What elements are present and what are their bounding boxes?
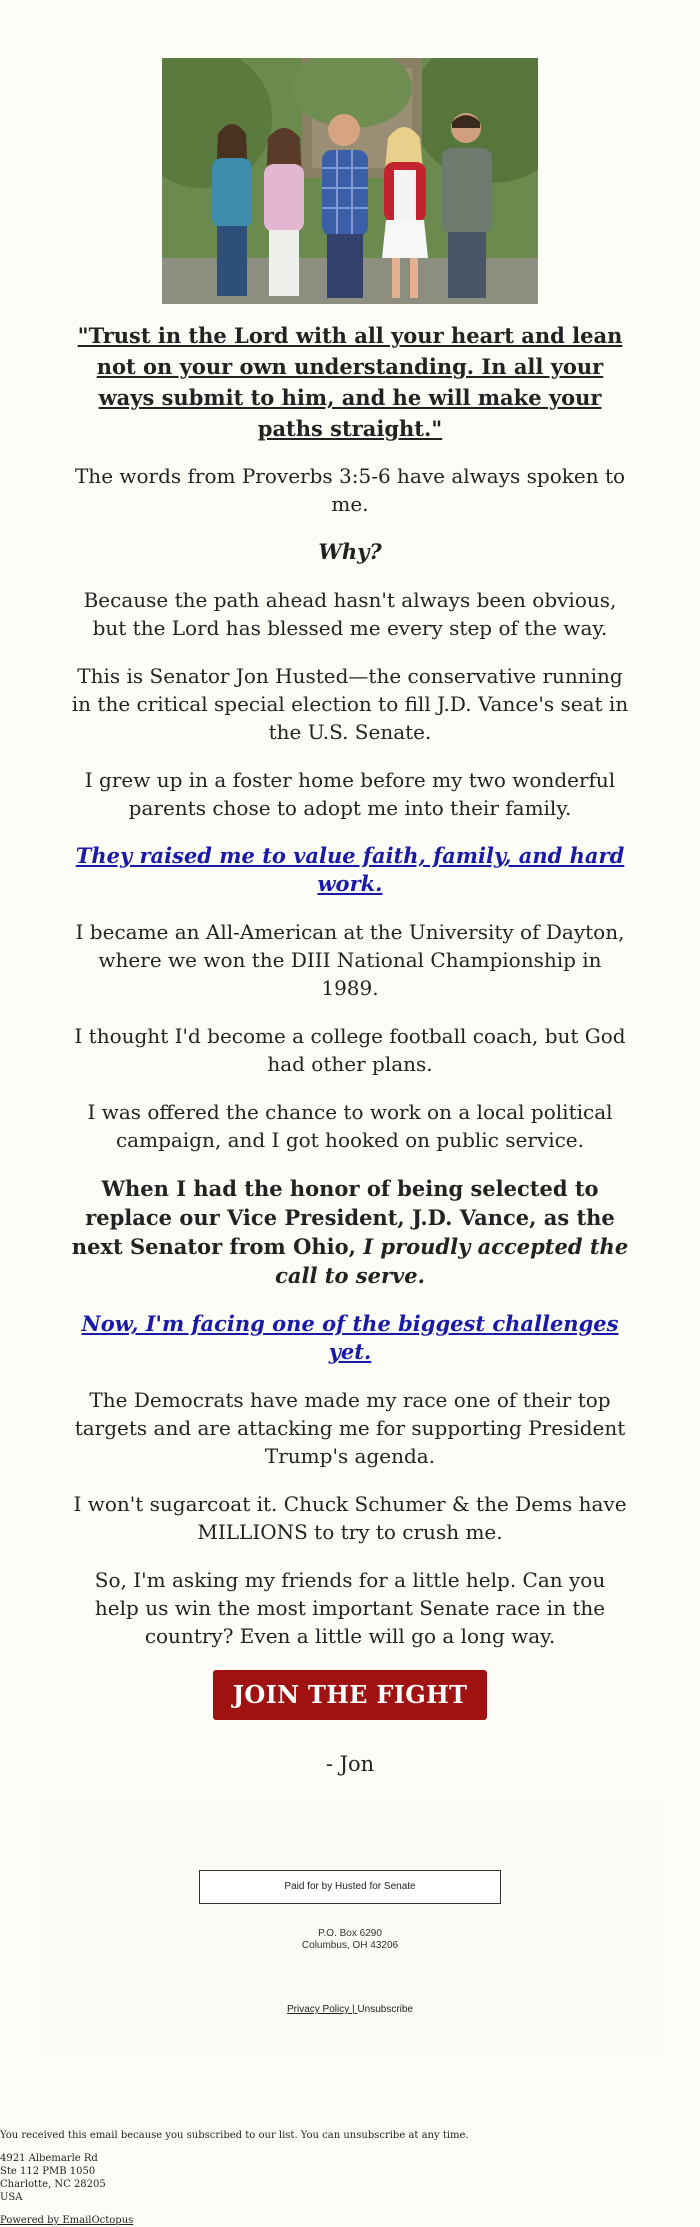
join-the-fight-button[interactable]: JOIN THE FIGHT (213, 1670, 487, 1720)
hero-photo (162, 58, 538, 304)
cta-container (70, 1670, 630, 1720)
paragraph-foster: I grew up in a foster home before my two wonderful parents chose to adopt me into their family. (84, 768, 616, 820)
paragraph-ask: So, I'm asking my friends for a little help. Can you help us win the most important Senate race in the country? Even a little will go a long way. (94, 1568, 606, 1648)
paragraph-coach: I thought I'd become a college football coach, but God had other plans. (74, 1024, 626, 1076)
scripture-quote: "Trust in the Lord with all your heart and lean not on your own understanding. In all your ways submit to him, and he will make your paths straight." (77, 323, 623, 441)
senator-italic-text: I proudly accepted the call to serve. (275, 1234, 629, 1288)
why-heading: Why? (318, 539, 382, 564)
po-box: P.O. Box 6290 (318, 1928, 382, 1939)
address-line-4: USA (0, 2192, 23, 2203)
paid-for-box: Paid for by Husted for Senate (199, 1870, 501, 1904)
email-content (70, 0, 630, 1778)
powered-by-emailoctopus-link[interactable]: Powered by EmailOctopus (0, 2215, 134, 2226)
address-line-3: Charlotte, NC 28205 (0, 2179, 106, 2190)
address-line-1: 4921 Albemarle Rd (0, 2153, 98, 2164)
footer (40, 1806, 660, 2053)
footer-address (40, 1928, 660, 1952)
city-state: Columbus, OH 43206 (301, 1940, 399, 1951)
subscription-notice: You received this email because you subscribed to our list. You can unsubscribe at any time. (0, 2130, 469, 2141)
address-line-2: Ste 112 PMB 1050 (0, 2166, 96, 2177)
privacy-label: Privacy Policy (287, 2004, 353, 2015)
emailoctopus-footer (0, 2129, 700, 2227)
family-photo-illustration (162, 58, 538, 304)
link-separator: | (352, 2004, 358, 2015)
paragraph-senator (70, 1174, 630, 1290)
footer-links (40, 2004, 660, 2015)
paragraph-schumer: I won't sugarcoat it. Chuck Schumer & the Dems have MILLIONS to try to crush me. (73, 1492, 627, 1544)
sender-address (0, 2152, 700, 2204)
unsubscribe-link[interactable]: Unsubscribe (357, 2004, 413, 2015)
paragraph-dayton: I became an All-American at the University of Dayton, where we won the DIII National Championship in 1989. (75, 920, 625, 1000)
paragraph-public-service: I was offered the chance to work on a local political campaign, and I got hooked on public service. (87, 1100, 613, 1152)
challenge-link[interactable]: Now, I'm facing one of the biggest challenges yet. (81, 1311, 619, 1364)
paragraph-democrats: The Democrats have made my race one of their top targets and are attacking me for supporting President Trump's agenda. (74, 1388, 626, 1468)
senator-bold-text: When I had the honor of being selected to replace our Vice President, J.D. Vance, as the next Senator from Ohio, (71, 1176, 615, 1259)
signoff: - Jon (325, 1752, 375, 1776)
paragraph-intro: This is Senator Jon Husted—the conservative running in the critical special election to fill J.D. Vance's seat in the U.S. Senate. (71, 664, 629, 744)
faith-family-link[interactable]: They raised me to value faith, family, and hard work. (75, 843, 625, 896)
privacy-policy-link[interactable] (287, 2004, 357, 2015)
paragraph-proverbs: The words from Proverbs 3:5-6 have always spoken to me. (74, 464, 626, 516)
paragraph-path: Because the path ahead hasn't always been obvious, but the Lord has blessed me every step of the way. (83, 588, 617, 640)
